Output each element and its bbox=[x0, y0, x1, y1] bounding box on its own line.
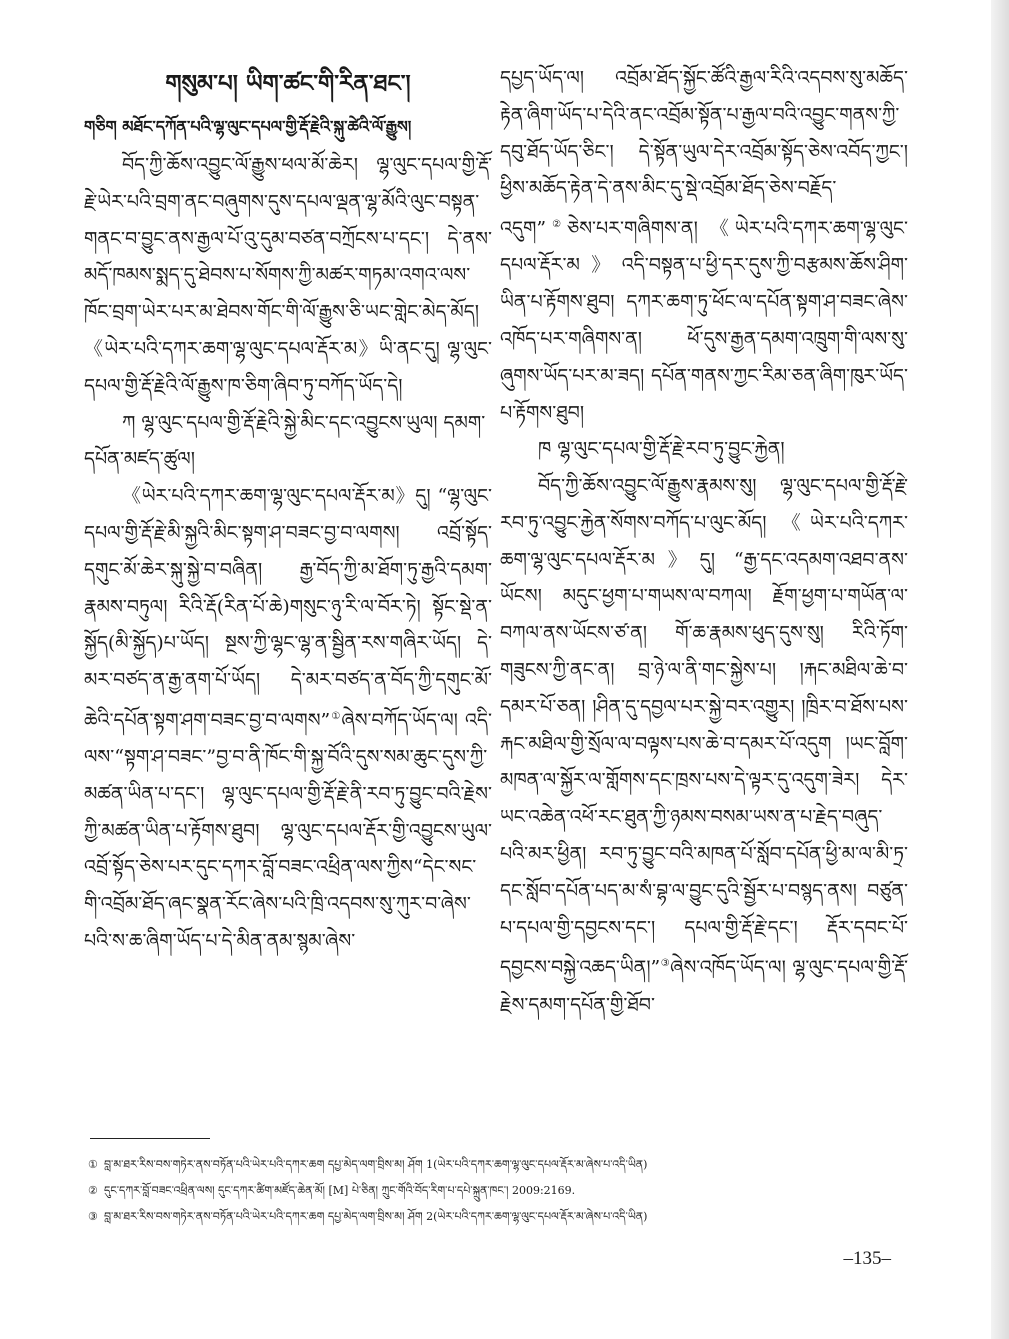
footnote-mark: ① bbox=[88, 1158, 98, 1171]
footnotes bbox=[88, 1152, 918, 1230]
right-paragraph-2 bbox=[500, 468, 908, 1023]
footnote-mark: ③ bbox=[88, 1210, 98, 1223]
left-paragraph-2-quote: 《ཡེར་པའི་དཀར་ཆག་ལྷ་ལུང་དཔལ་རྡོར་མ》དུ། “ལྷ་ལུང་དཔལ་གྱི་རྡོ་རྗེ་མི་སྐྱའི་མིང་སྟག་ཤ་བཟང་བྱ་བ་ལགས། འབྲོ་སྟོད་དགུང་མོ་ཆེར་སྐུ་སྐྱེ་བ་བཞིན། རྒྱ་བོད་ཀྱི་མ་ཐོག་ཏུ་རྒྱའི་དམག་རྣམས་བཏུལ། རིའི་རྡོ(རིན་པོ་ཆེ)གསུང་ཉུ་རི་ལ་བོར་ཏེ། སྟོང་སྡེ་ན་སྐྱོད(མི་སྐྱོད)པ་ཡོད། སྔས་ཀྱི་ལྷང་ལྷ་ན་སྦྱིན་རས་གཞིར་ཡོད། དེ་མར་བཙད་ན་རྒྱ་ནག་པོ་ཡོད། དེ་མར་བཙད་ན་བོད་ཀྱི་དགུང་མོ་ཆེའི་དཔོན་སྟག་ཤག་བཟང་བྱ་བ་ལགས” bbox=[84, 485, 492, 732]
page-number: –135– bbox=[843, 1248, 891, 1269]
footnote-1 bbox=[88, 1152, 918, 1178]
footnote-text: བླ་མ་ཐར་རིས་བས་གཏེར་ནས་བཏོན་པའི་ཡེར་པའི་དཀར་ཆག དཔྱ་མེད་ལག་བྲིས་མ། ཤོག 1(ཡེར་པའི་དཀར་ཆག་ལྷ་ལུང་དཔལ་རྡོར་མ་ཞེས་པ་འདི་ཡིན) bbox=[104, 1158, 648, 1171]
left-paragraph-2 bbox=[84, 478, 492, 960]
page-edge-shadow bbox=[991, 0, 1009, 1339]
section-title: གསུམ་པ། ཡིག་ཚང་གི་རིན་ཐང་། bbox=[165, 70, 411, 97]
right-paragraph-1-text: དཔྱད་ཡོད་ལ། འབྲོམ་ཐོད་སྐྱོང་ཚོའི་རྒྱལ་རིའི་འདབས་སུ་མཆོད་རྟེན་ཞིག་ཡོད་པ་དེའི་ནང་འབྲོམ་སྟོན་པ་རྒྱལ་བའི་འབྱུང་གནས་ཀྱི་དབུ་ཐོད་ཡོད་ཅིང་། དེ་སྟོན་ཡུལ་དེར་འབྲོམ་སྟོད་ཅེས་འབོད་ཀྱང་། ཕྱིས་མཆོད་རྟེན་དེ་ནས་མིང་དུ་སྡེ་འབྲོམ་ཐོད་ཅེས་བརྗོད་འདུག” bbox=[500, 67, 908, 240]
footnote-ref-2: ② bbox=[546, 219, 568, 231]
right-paragraph-2-tail: ཞེས་འཁོད་ཡོད་ལ། ལྷ་ལུང་དཔལ་གྱི་རྡོ་རྗེས་དམག་དཔོན་གྱི་ཐོབ་ bbox=[500, 956, 908, 1016]
subsection-title: གཅིག མཐོང་དཀོན་པའི་ལྷ་ལུང་དཔལ་གྱི་རྡོ་རྗེའི་སྐུ་ཚེའི་ལོ་རྒྱུས། bbox=[84, 117, 412, 136]
footnote-rule bbox=[90, 1138, 210, 1139]
footnote-mark: ② bbox=[88, 1184, 98, 1197]
footnote-ref-3: ③ bbox=[660, 958, 671, 970]
left-column bbox=[84, 60, 492, 960]
right-paragraph-2-text: བོད་ཀྱི་ཆོས་འབྱུང་ལོ་རྒྱུས་རྣམས་སུ། ལྷ་ལུང་དཔལ་གྱི་རྡོ་རྗེ་རབ་ཏུ་འབྱུང་རྐྱེན་སོགས་བཀོད་པ་ལུང་མོད། 《ཡེར་པའི་དཀར་ཆག་ལྷ་ལུང་དཔལ་རྡོར་མ》དུ། “རྒྱ་དང་འདམག་འཐབ་ནས་ཡོངས། མདུང་ཕྱག་པ་གཡས་ལ་བཀལ། རྗོག་ཕྱག་པ་གཡོན་ལ་བཀལ་ནས་ཡོངས་ཙ་ན། གོ་ཆ་རྣམས་ཕུད་དུས་སུ། རིའི་ཏོག་གཟུངས་ཀྱི་ནང་ན། བྲ་ཉེ་ལ་ནི་གང་སྐྱེས་པ། །རྐང་མཐིལ་ཆེ་བ་དམར་པོ་ཅན། །ཤིན་དུ་དབྱལ་པར་སྐྱེ་བར་འགྱུར། །ཁྲིར་བ་ཐོས་པས་རྐང་མཐིལ་གྱི་སྲོལ་ལ་བལྟས་པས་ཆེ་བ་དམར་པོ་འདུག །ཡང་བློག་མཁན་ལ་སྐྱོར་ལ་གློགས་དང་ཁྲས་པས་དེ་ལྟར་དུ་འདུག་ཟེར། དེར་ཡང་འཆེན་འཕོ་རང་ཐུན་ཀྱི་ཉམས་བསམ་ཡས་ན་པ་རྗེད་བཞུད་པའི་མར་ཕྱིན། རབ་ཏུ་བྱུང་བའི་མཁན་པོ་སློབ་དཔོན་ཕྱི་མ་ལ་མི་ཏྲ་དང་སློབ་དཔོན་པད་མ་སཾ་བྷ་ལ་བྱུང་དུའི་སྦྱོར་པ་བསྙད་ནས། བཙུན་པ་དཔལ་གྱི་དབྱངས་དང་། དཔལ་གྱི་རྡོ་རྗེ་དང་། རྡོར་དབང་པོ་དབྱངས་བསྐྱེ་འཆད་ཡིན།” bbox=[500, 475, 908, 979]
footnote-text: བླ་མ་ཐར་རིས་བས་གཏེར་ནས་བཏོན་པའི་ཡེར་པའི་དཀར་ཆག དཔྱ་མེད་ལག་བྲིས་མ། ཤོག 2(ཡེར་པའི་དཀར་ཆག་ལྷ་ལུང་དཔལ་རྡོར་མ་ཞེས་པ་འདི་ཡིན) bbox=[104, 1210, 648, 1223]
footnote-ref-1: ① bbox=[330, 710, 342, 722]
left-paragraph-2-tail: ཞེས་བཀོད་ཡོད་ལ། འདི་ལས་“སྟག་ཤ་བཟང་”བྱ་བ་ནི་ཁོང་གི་སྐྱ་བོའི་དུས་སམ་ཆུང་དུས་ཀྱི་མཚན་ཡིན་པ་དང་། ལྷ་ལུང་དཔལ་གྱི་རྡོ་རྗེ་ནི་རབ་ཏུ་བྱུང་བའི་རྗེས་ཀྱི་མཚན་ཡིན་པ་རྟོགས་ཐུབ། ལྷ་ལུང་དཔལ་རྡོར་གྱི་འབྱུངས་ཡུལ་འབྲོ་སྟོད་ཅེས་པར་དུང་དཀར་བློ་བཟང་འཕྲིན་ལས་ཀྱིས“དེང་སང་གི་འབྲོམ་ཐོད་ཞང་སྣན་རོང་ཞེས་པའི་ཁྲི་འདབས་སུ་ཀུར་བ་ཞེས་པའི་ས་ཆ་ཞིག་ཡོད་པ་དེ་མིན་ནམ་སྙམ་ཞེས་ bbox=[84, 709, 492, 953]
left-paragraph-1: བོད་ཀྱི་ཆོས་འབྱུང་ལོ་རྒྱུས་ཕལ་མོ་ཆེར། ལྷ་ལུང་དཔལ་གྱི་རྡོ་རྗེ་ཡེར་པའི་བྲག་ནང་བཞུགས་དུས་དཔལ་ལྡན་ལྷ་མོའི་ལུང་བསྟན་གནང་བ་བྱུང་ནས་རྒྱལ་པོ་འུ་དུམ་བཙན་བཀྲོངས་པ་དང་། དེ་ནས་མདོ་ཁམས་སྨད་དུ་ཐེབས་པ་སོགས་ཀྱི་མཚར་གཏམ་འགའ་ལས་ཁོང་བྲག་ཡེར་པར་མ་ཐེབས་གོང་གི་ལོ་རྒྱུས་ཅི་ཡང་གླེང་མེད་མོད། 《ཡེར་པའི་དཀར་ཆག་ལྷ་ལུང་དཔལ་རྡོར་མ》ཡི་ནང་དུ། ལྷ་ལུང་དཔལ་གྱི་རྡོ་རྗེའི་ལོ་རྒྱུས་ཁ་ཅིག་ཞིབ་ཏུ་བཀོད་ཡོད་དེ། bbox=[84, 154, 492, 397]
right-column bbox=[500, 60, 908, 1023]
footnote-3 bbox=[88, 1204, 918, 1230]
right-paragraph-1 bbox=[500, 60, 908, 431]
footnote-2 bbox=[88, 1178, 918, 1204]
right-paragraph-1-tail: ཅེས་པར་གཞིགས་ན། 《ཡེར་པའི་དཀར་ཆག་ལྷ་ལུང་དཔལ་རྡོར་མ》འདི་བསྟན་པ་ཕྱི་དར་དུས་ཀྱི་བརྩམས་ཆོས་ཤིག་ཡིན་པ་རྟོགས་ཐུབ། དཀར་ཆག་ཏུ་ཕོང་ལ་དཔོན་སྟག་ཤ་བཟང་ཞེས་འཁོད་པར་གཞིགས་ན། ཕོ་དུས་རྒྱན་དམག་འཁྲུག་གི་ལས་སུ་ཞུགས་ཡོད་པར་མ་ཟད། དཔོན་གནས་ཀྱང་རིམ་ཅན་ཞིག་ཁུར་ཡོད་པ་རྟོགས་ཐུབ། bbox=[500, 217, 909, 424]
left-section-heading-ka: ཀ ལྷ་ལུང་དཔལ་གྱི་རྡོ་རྗེའི་སྐྱེ་མིང་དང་འབྱུངས་ཡུལ། དམག་དཔོན་མཛད་ཚུལ། bbox=[84, 411, 486, 471]
right-section-heading-kha: ཁ ལྷ་ལུང་དཔལ་གྱི་རྡོ་རྗེ་རབ་ཏུ་བྱུང་རྐྱེན། bbox=[538, 438, 785, 461]
footnote-text: དུང་དཀར་བློ་བཟང་འཕྲིན་ལས། དུང་དཀར་ཚིག་མཛོད་ཆེན་མོ། [M] པེ་ཅིན། ཀྲུང་གོའི་བོད་རིག་པ་དཔེ་སྐྲུན་ཁང་། 2009:2169. bbox=[104, 1184, 576, 1197]
